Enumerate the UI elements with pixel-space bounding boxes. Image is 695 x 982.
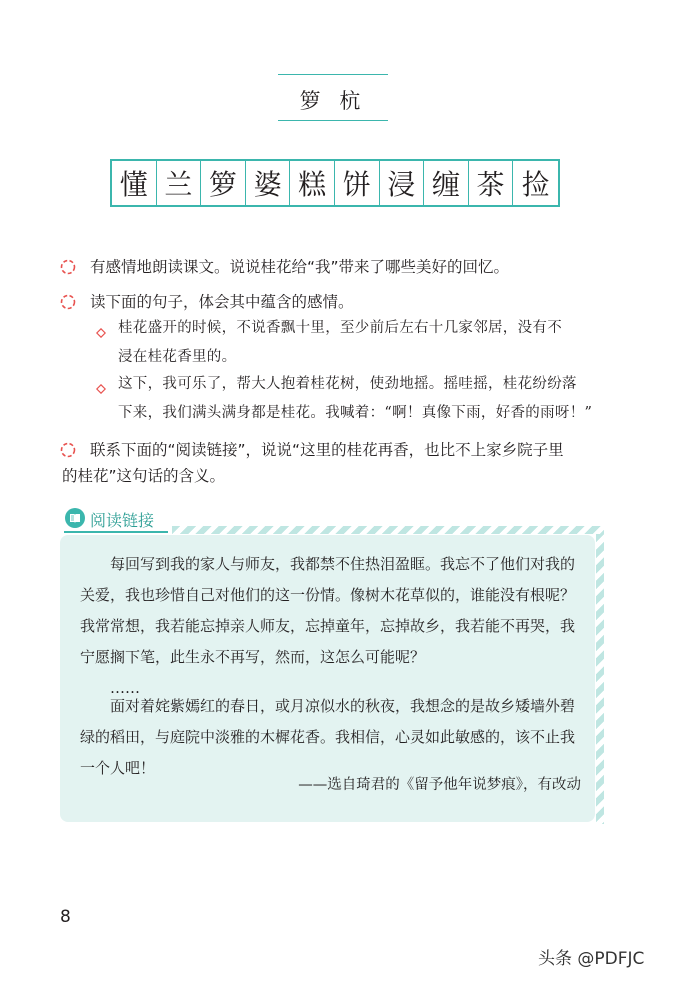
sentence-1-line-1: 桂花盛开的时候，不说香飘十里，至少前后左右十几家邻居，没有不 xyxy=(118,320,562,336)
character-cell: 兰 xyxy=(157,161,202,205)
writing-header-title: 箩 杭 xyxy=(299,89,367,113)
exercise-3-line-1: 联系下面的“阅读链接”，说说“这里的桂花再香，也比不上家乡院子里 xyxy=(90,441,564,459)
exercise-2-text: 读下面的句子，体会其中蕴含的感情。 xyxy=(90,293,354,311)
header-rule-bottom xyxy=(278,120,388,121)
character-cell: 箩 xyxy=(201,161,246,205)
decorative-stripe-top xyxy=(172,526,604,534)
character-cell: 饼 xyxy=(335,161,380,205)
reading-link-underline xyxy=(64,531,168,533)
exercise-1-text: 有感情地朗读课文。说说桂花给“我”带来了哪些美好的回忆。 xyxy=(90,258,510,276)
writing-header xyxy=(278,74,388,122)
page-number: 8 xyxy=(60,907,71,927)
reading-link-box xyxy=(60,535,595,822)
character-cell: 浸 xyxy=(380,161,425,205)
sentence-2-line-1: 这下，我可乐了，帮大人抱着桂花树，使劲地摇。摇哇摇，桂花纷纷落 xyxy=(118,376,577,392)
watermark: 头条 @PDFJC xyxy=(538,949,645,969)
reading-paragraph-1: 每回写到我的家人与师友，我都禁不住热泪盈眶。我忘不了他们对我的关爱，我也珍惜自己对他们的这一份情。像树木花草似的，谁能没有根呢？我常常想，我若能忘掉亲人师友，忘掉童年，忘掉故乡，我若能不再哭，我宁愿搁下笔，此生永不再写，然而，这怎么可能呢？ xyxy=(80,555,576,666)
character-cell: 茶 xyxy=(469,161,514,205)
character-grid xyxy=(110,159,560,207)
exercise-marker-icon xyxy=(60,294,76,310)
reading-source: ——选自琦君的《留予他年说梦痕》，有改动 xyxy=(298,777,581,793)
character-cell: 懂 xyxy=(112,161,157,205)
exercise-marker-icon xyxy=(60,442,76,458)
sentence-2-line-2: 下来，我们满头满身都是桂花。我喊着：“啊！真像下雨，好香的雨呀！” xyxy=(118,405,593,421)
diamond-bullet-icon xyxy=(96,379,106,389)
reading-link-label: 阅读链接 xyxy=(90,511,155,530)
character-cell: 糕 xyxy=(290,161,335,205)
character-cell: 婆 xyxy=(246,161,291,205)
sentence-1-line-2: 浸在桂花香里的。 xyxy=(118,349,237,365)
reading-paragraph-2: 面对着姹紫嫣红的春日，或月凉似水的秋夜，我想念的是故乡矮墙外碧绿的稻田，与庭院中淡雅的木樨花香。我相信，心灵如此敏感的，该不止我一个人吧！ xyxy=(80,697,576,777)
exercise-marker-icon xyxy=(60,259,76,275)
header-rule-top xyxy=(278,74,388,75)
character-cell: 缠 xyxy=(424,161,469,205)
character-cell: 捡 xyxy=(521,168,550,201)
diamond-bullet-icon xyxy=(96,323,106,333)
exercise-3-line-2: 的桂花”这句话的含义。 xyxy=(62,467,226,485)
book-icon xyxy=(64,507,86,529)
reading-ellipsis: …… xyxy=(110,679,140,697)
decorative-stripe-right xyxy=(596,534,604,824)
